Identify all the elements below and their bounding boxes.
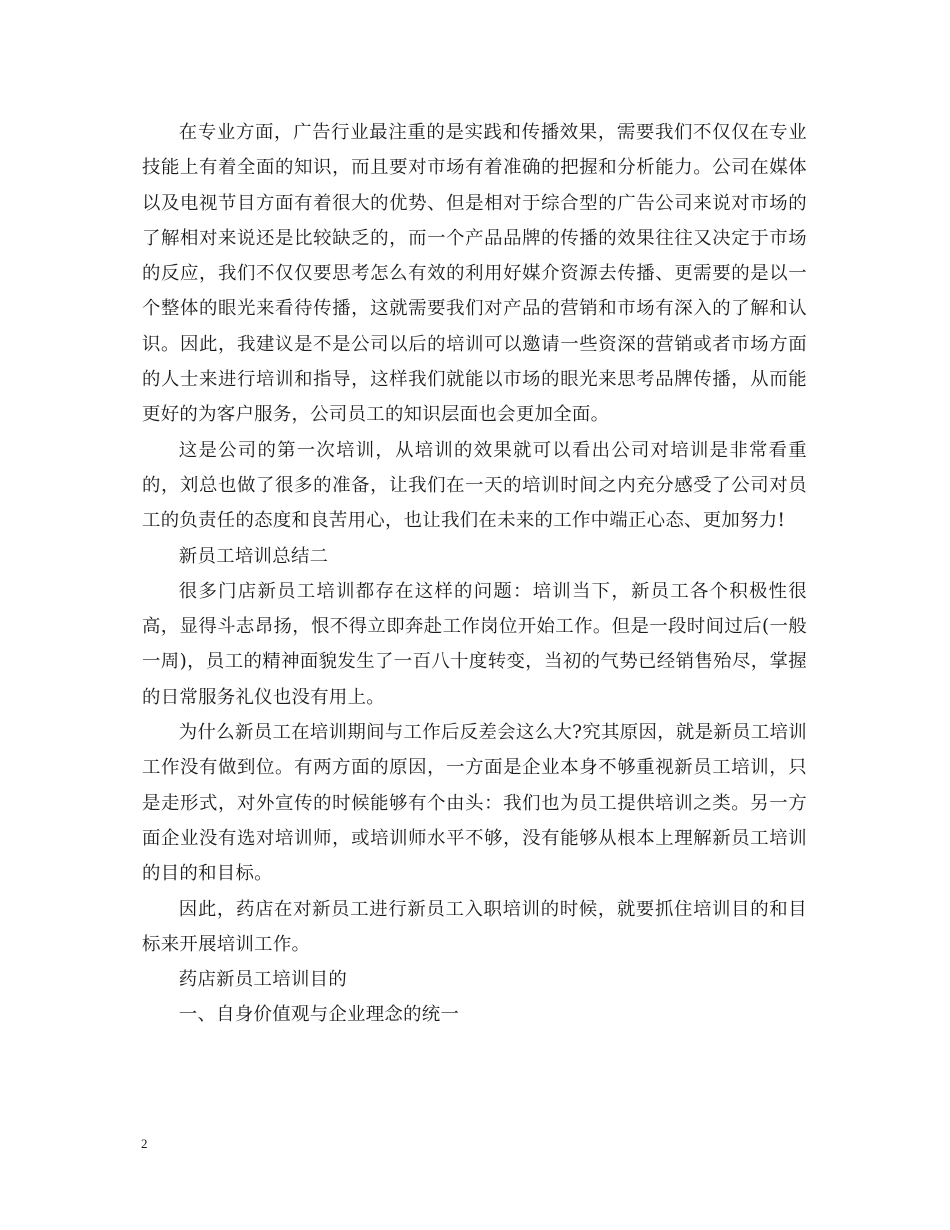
paragraph-first-training: 这是公司的第一次培训，从培训的效果就可以看出公司对培训是非常看重的，刘总也做了很多的准备，让我们在一天的培训时间之内充分感受了公司对员工的负责任的态度和良苦用心，也让我们在未来的工作中端正心态、更加努力! bbox=[142, 439, 807, 532]
paragraph-why-contrast: 为什么新员工在培训期间与工作后反差会这么大?究其原因，就是新员工培训工作没有做到位。有两方面的原因，一方面是企业本身不够重视新员工培训，只是走形式，对外宣传的时候能够有个由头：我们也为员工提供培训之类。另一方面企业没有选对培训师，或培训师水平不够，没有能够从根本上理解新员工培训的目的和目标。 bbox=[142, 722, 807, 885]
document-body bbox=[142, 115, 807, 1033]
section-heading-summary-two: 新员工培训总结二 bbox=[178, 545, 329, 567]
paragraph-store-training-problems: 很多门店新员工培训都存在这样的问题：培训当下，新员工各个积极性很高，显得斗志昂扬，恨不得立即奔赴工作岗位开始工作。但是一段时间过后(一般一周)，员工的精神面貌发生了一百八十度转变，当初的气势已经销售殆尽，掌握的日常服务礼仪也没有用上。 bbox=[142, 580, 807, 708]
paragraph-professional-aspects: 在专业方面，广告行业最注重的是实践和传播效果，需要我们不仅仅在专业技能上有着全面的知识，而且要对市场有着准确的把握和分析能力。公司在媒体以及电视节目方面有着很大的优势、但是相对于综合型的广告公司来说对市场的了解相对来说还是比较缺乏的，而一个产品品牌的传播的效果往往又决定于市场的反应，我们不仅仅要思考怎么有效的利用好媒介资源去传播、更需要的是以一个整体的眼光来看待传播，这就需要我们对产品的营销和市场有深入的了解和认识。因此，我建议是不是公司以后的培训可以邀请一些资深的营销或者市场方面的人士来进行培训和指导，这样我们就能以市场的眼光来思考品牌传播，从而能更好的为客户服务，公司员工的知识层面也会更加全面。 bbox=[142, 122, 807, 426]
page-number: 2 bbox=[141, 1136, 148, 1151]
section-heading-training-purpose: 药店新员工培训目的 bbox=[178, 969, 348, 991]
section-heading-value-unity: 一、自身价值观与企业理念的统一 bbox=[178, 1004, 460, 1026]
paragraph-therefore: 因此，药店在对新员工进行新员工入职培训的时候，就要抓住培训目的和目标来开展培训工作。 bbox=[142, 898, 807, 955]
